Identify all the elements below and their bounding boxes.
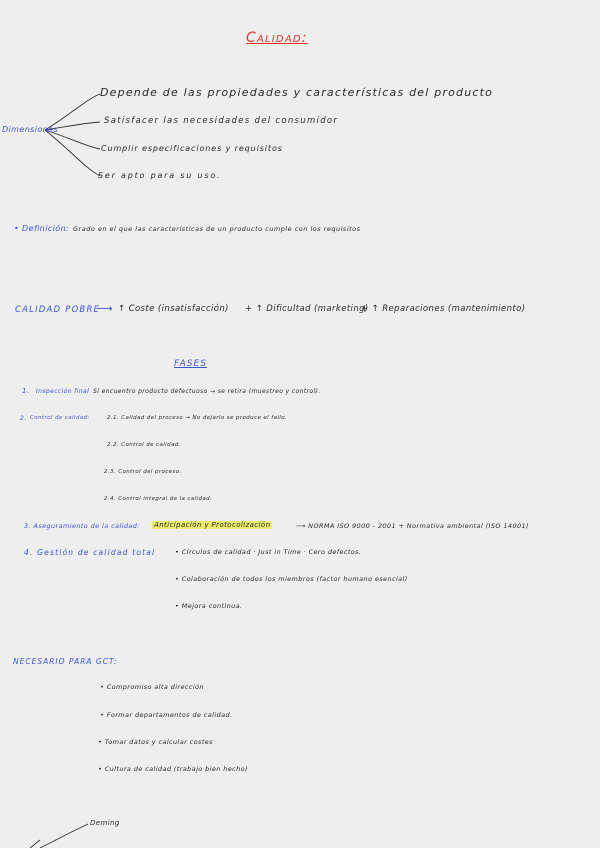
branch-item-1: Depende de las propiedades y características del producto — [100, 86, 494, 99]
phase-4-label: 4. Gestión de calidad total — [24, 548, 156, 557]
phase-2-3-text: 2.3. Control del proceso. — [104, 469, 182, 475]
branch-item-3: Cumplir especificaciones y requisitos — [101, 144, 283, 153]
phase-2-2-text: 2.2. Control de calidad. — [107, 442, 181, 448]
poor-quality-cost: ↑ Coste (insatisfacción) — [118, 304, 229, 314]
definition-text: Grado en el que las características de un producto cumple con los requisitos — [73, 225, 361, 233]
dimensions-label: Dimensiones — [2, 125, 59, 134]
phase-2-label: Control de calidad: — [30, 415, 90, 421]
bottom-branch-line-1 — [40, 824, 88, 848]
deming-label: Deming — [90, 819, 120, 827]
phase-2-number: 2. — [20, 415, 27, 422]
phase-2-1-text: 2.1. Calidad del proceso → No dejarlo se produce el fallo. — [107, 415, 288, 421]
gct-item-4: • Cultura de calidad (trabajo bien hecho) — [98, 765, 248, 773]
branch-item-2: Satisfacer las necesidades del consumidor — [104, 116, 339, 126]
phase-4-item-2: • Colaboración de todos los miembros (factor humano esencial) — [175, 575, 408, 583]
branch-line-4 — [45, 130, 100, 176]
definition-label: • Definición: — [14, 224, 70, 233]
phase-3-label: 3. Aseguramiento de la calidad: — [24, 522, 140, 530]
phase-1-number: 1. — [22, 387, 30, 395]
phase-1-label: Inspección final — [36, 388, 90, 395]
branch-item-4: Ser apto para su uso. — [98, 171, 222, 180]
poor-quality-repairs: + ↑ Reparaciones (mantenimiento) — [361, 304, 526, 314]
gct-item-3: • Tomar datos y calcular costes — [98, 738, 213, 746]
gct-item-1: • Compromiso alta dirección — [100, 683, 204, 691]
page-title: Calidad: — [246, 30, 308, 46]
phase-3-rest: ⟶ NORMA ISO 9000 - 2001 + Normativa ambiental (ISO 14001) — [296, 522, 529, 530]
phase-4-item-1: • Círculos de calidad · Just in Time · Cero defectos. — [175, 548, 362, 556]
phase-2-4-text: 2.4. Control integral de la calidad. — [104, 496, 213, 502]
phase-3-highlight: Anticipación y Protocolización — [154, 521, 271, 529]
phase-1-text: Si encuentro producto defectuoso → se retira (muestreo y control). — [93, 388, 321, 395]
phases-heading: FASES — [174, 359, 207, 369]
bottom-branch-line-2 — [30, 840, 40, 848]
gct-item-2: • Formar departamentos de calidad. — [100, 711, 233, 719]
phase-4-item-3: • Mejora continua. — [175, 602, 243, 610]
poor-quality-label: CALIDAD POBRE — [15, 305, 101, 315]
poor-quality-difficulty: + ↑ Dificultad (marketing) — [245, 304, 369, 314]
gct-heading: NECESARIO PARA GCT: — [13, 657, 118, 666]
arrow-icon: ⟶ — [97, 302, 114, 315]
